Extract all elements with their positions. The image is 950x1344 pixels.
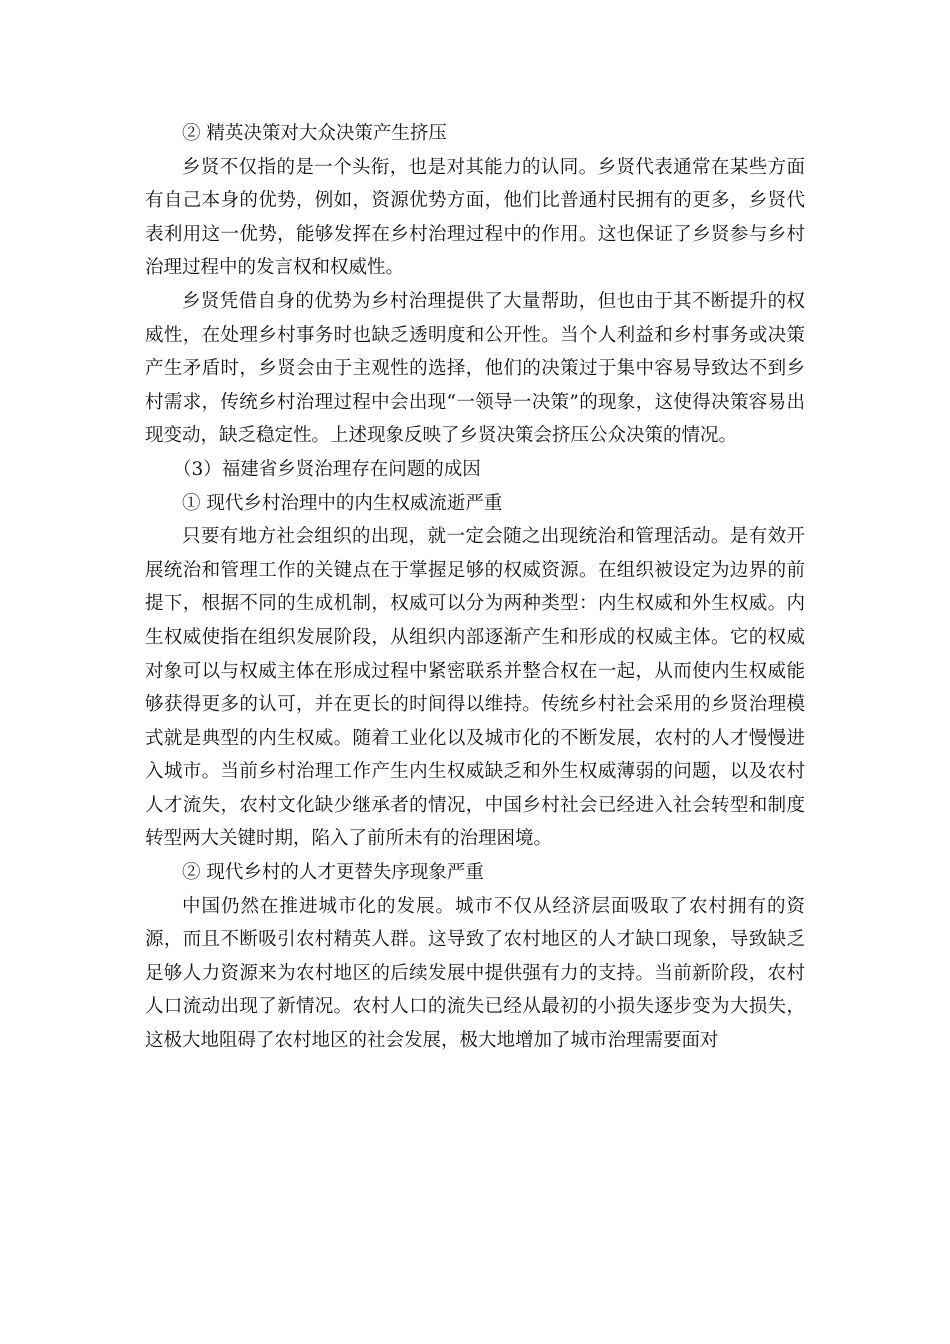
section-heading: ② 精英决策对大众决策产生挤压 xyxy=(182,123,447,144)
body-paragraph: 乡贤不仅指的是一个头衔，也是对其能力的认同。乡贤代表通常在某些方面有自己本身的优势，例如，资源优势方面，他们比普通村民拥有的更多，乡贤代表利用这一优势，能够发挥在乡村治理过程中的作用。这也保证了乡贤参与乡村治理过程中的发言权和权威性。 xyxy=(145,156,805,279)
section-heading: ① 现代乡村治理中的内生权威流逝严重 xyxy=(182,492,503,514)
body-paragraph: 只要有地方社会组织的出现，就一定会随之出现统治和管理活动。是有效开展统治和管理工作的关键点在于掌握足够的权威资源。在组织被设定为边界的前提下，根据不同的生成机制，权威可以分为两种类型：内生权威和外生权威。内生权威使指在组织发展阶段，从组织内部逐渐产生和形成的权威主体。它的权威对象可以与权威主体在形成过程中紧密联系并整合权在一起，从而使内生权威能够获得更多的认可，并在更长的时间得以维持。传统乡村社会采用的乡贤治理模式就是典型的内生权威。随着工业化以及城市化的不断发展，农村的人才慢慢进入城市。当前乡村治理工作产生内生权威缺乏和外生权威薄弱的问题，以及农村人才流失，农村文化缺少继承者的情况，中国乡村社会已经进入社会转型和制度转型两大关键时期，陷入了前所未有的治理困境。 xyxy=(145,526,805,850)
body-paragraph: 乡贤凭借自身的优势为乡村治理提供了大量帮助，但也由于其不断提升的权威性，在处理乡村事务时也缺乏透明度和公开性。当个人利益和乡村事务或决策产生矛盾时，乡贤会由于主观性的选择，他们的决策过于集中容易导致达不到乡村需求，传统乡村治理过程中会出现“一领导一决策”的现象，这使得决策容易出现变动，缺乏稳定性。上述现象反映了乡贤决策会挤压公众决策的情况。 xyxy=(145,290,805,447)
section-heading: ② 现代乡村的人才更替失序现象严重 xyxy=(182,862,484,884)
body-paragraph: 中国仍然在推进城市化的发展。城市不仅从经济层面吸取了农村拥有的资源，而且不断吸引农村精英人群。这导致了农村地区的人才缺口现象，导致缺乏足够人力资源来为农村地区的后续发展中提供强有力的支持。当前新阶段，农村人口流动出现了新情况。农村人口的流失已经从最初的小损失逐步变为大损失，这极大地阻碍了农村地区的社会发展，极大地增加了城市治理需要面对 xyxy=(145,895,805,1052)
document-page xyxy=(145,117,805,1058)
section-heading: （3）福建省乡贤治理存在问题的成因 xyxy=(173,458,481,480)
